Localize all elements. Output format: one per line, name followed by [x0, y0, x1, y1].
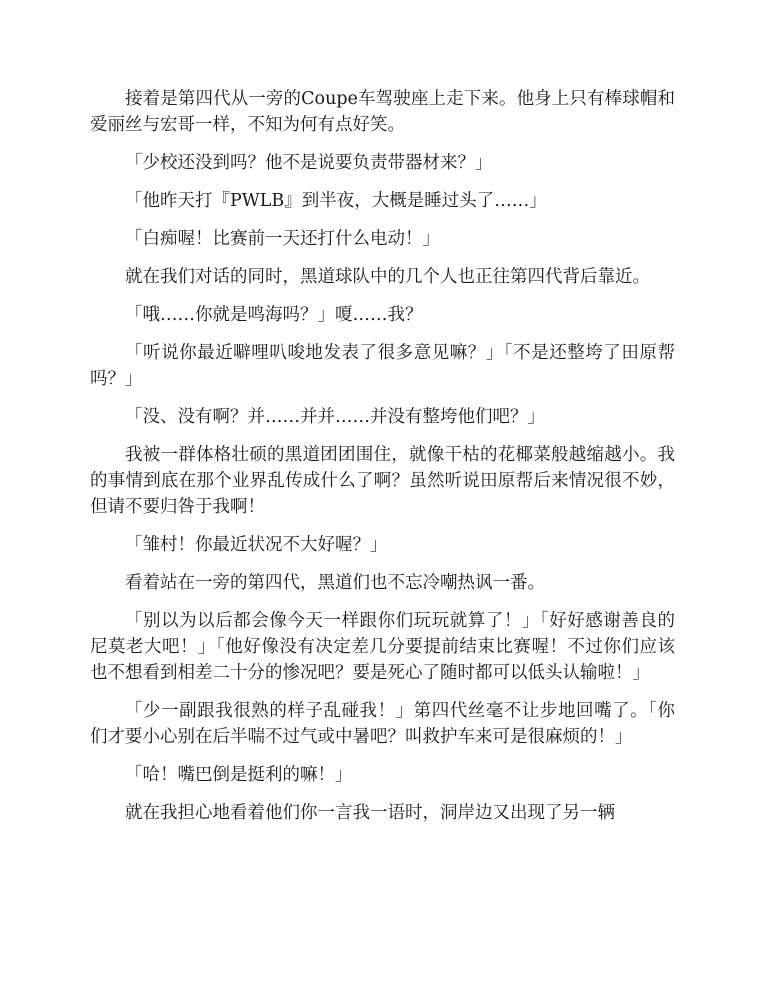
paragraph: 「哦……你就是鸣海吗？」嗄……我？ — [125, 305, 423, 325]
paragraph: 「没、没有啊？并……并并……并没有整垮他们吧？」 — [125, 407, 545, 427]
paragraph: 我被一群体格壮硕的黑道团团围住，就像干枯的花椰菜般越缩越小。我的事情到底在那个业界乱传成什么了啊？虽然听说田原帮后来情况很不妙，但请不要归咎于我啊！ — [90, 445, 675, 517]
paragraph: 「雏村！你最近状况不大好喔？」 — [125, 535, 388, 555]
paragraph: 「少校还没到吗？他不是说要负责带器材来？」 — [125, 153, 493, 173]
paragraph: 「听说你最近噼哩叭唆地发表了很多意见嘛？」「不是还整垮了田原帮吗？」 — [90, 343, 675, 389]
paragraph: 接着是第四代从一旁的Coupe车驾驶座上走下来。他身上只有棒球帽和爱丽丝与宏哥一样，不知为何有点好笑。 — [90, 89, 675, 135]
document-body — [90, 86, 675, 838]
paragraph: 「别以为以后都会像今天一样跟你们玩玩就算了！」「好好感谢善良的尼莫老大吧！」「他好像没有决定差几分要提前结束比赛喔！不过你们应该也不想看到相差二十分的惨况吧？要是死心了随时都可以低头认输啦！」 — [90, 611, 675, 683]
paragraph: 「哈！嘴巴倒是挺利的嘛！」 — [125, 765, 353, 785]
paragraph: 就在我担心地看着他们你一言我一语时，洞岸边又出现了另一辆 — [125, 803, 615, 823]
paragraph: 「白痴喔！比赛前一天还打什么电动！」 — [125, 229, 440, 249]
paragraph: 就在我们对话的同时，黑道球队中的几个人也正往第四代背后靠近。 — [125, 267, 650, 287]
paragraph: 「他昨天打『PWLB』到半夜，大概是睡过头了……」 — [125, 191, 547, 211]
paragraph: 「少一副跟我很熟的样子乱碰我！」第四代丝毫不让步地回嘴了。「你们才要小心别在后半喘不过气或中暑吧？叫救护车来可是很麻烦的！」 — [90, 701, 675, 747]
paragraph: 看着站在一旁的第四代，黑道们也不忘冷嘲热讽一番。 — [125, 573, 545, 593]
